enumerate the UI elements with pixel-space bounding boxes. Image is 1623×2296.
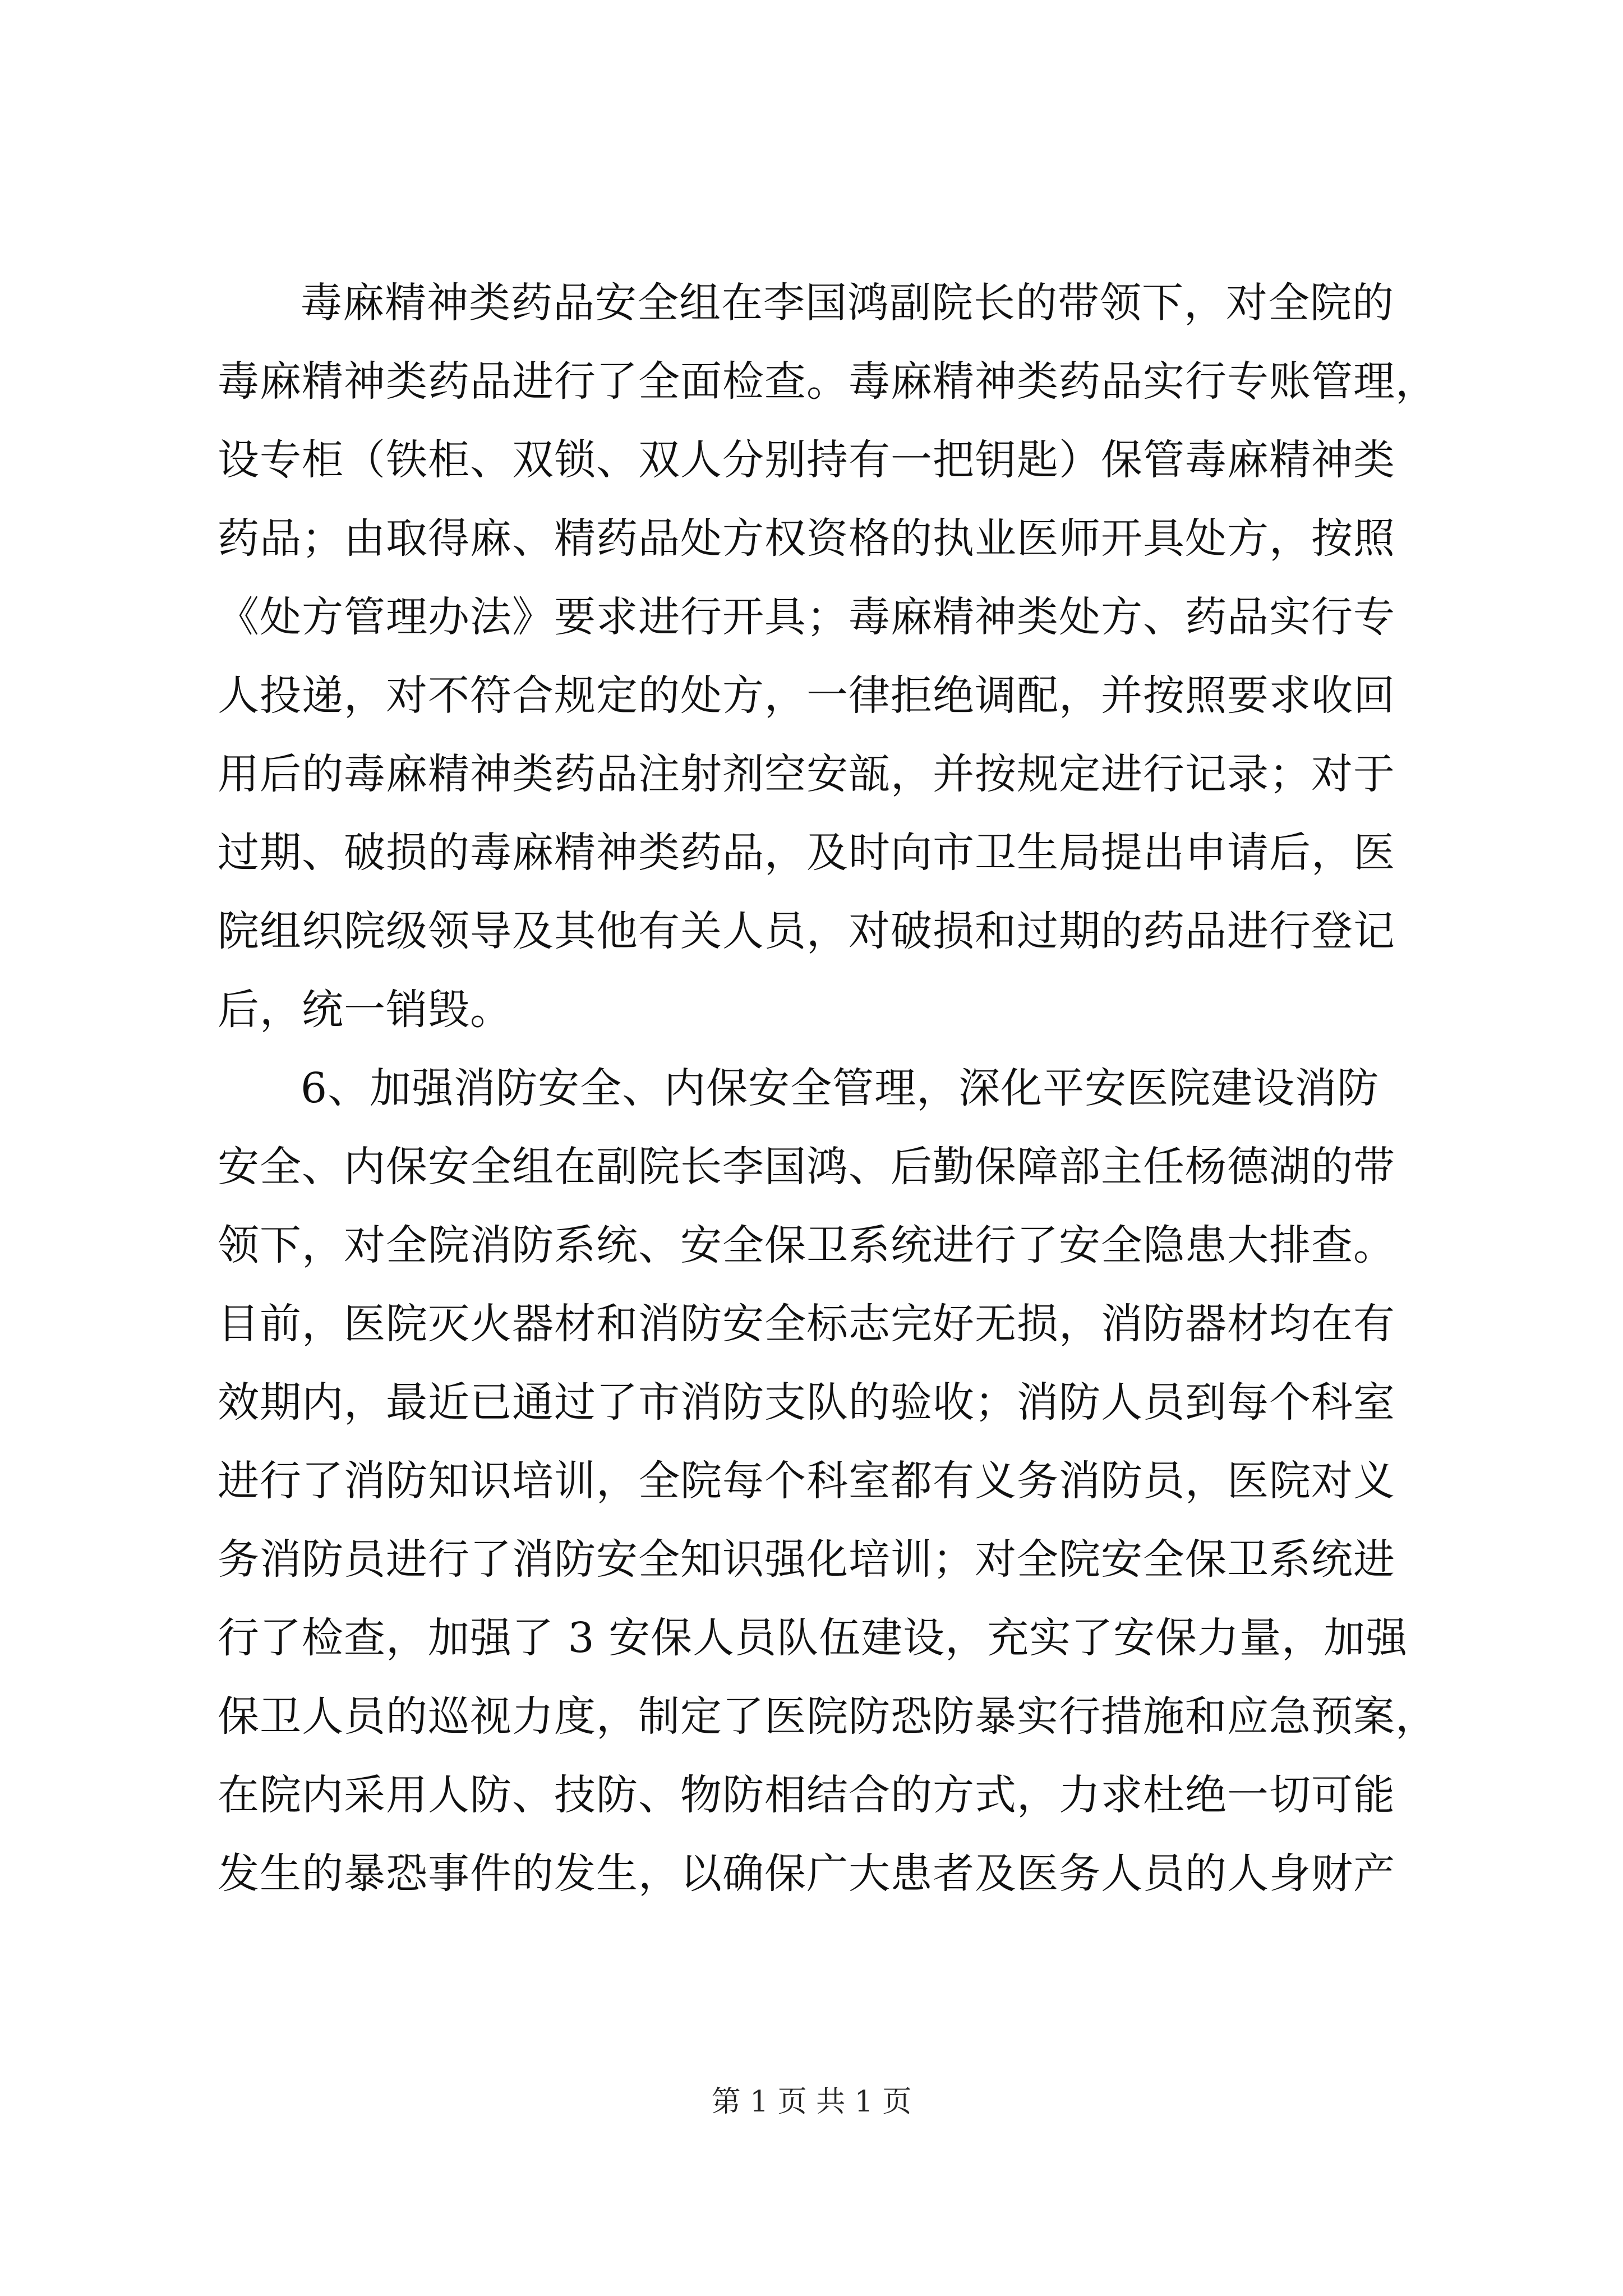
text-line: 毒麻精神类药品安全组在李国鸿副院长的带领下，对全院的 [301,279,1394,327]
document-body [218,264,1479,1913]
text-line: 进行了消防知识培训，全院每个科室都有义务消防员，医院对义 [218,1457,1395,1505]
text-line: 设专柜（铁柜、双锁、双人分别持有一把钥匙）保管毒麻精神类 [218,436,1395,484]
text-line: 在院内采用人防、技防、物防相结合的方式，力求杜绝一切可能 [218,1771,1395,1819]
text-line: 6、加强消防安全、内保安全管理，深化平安医院建设消防 [301,1064,1380,1112]
text-line: 安全、内保安全组在副院长李国鸿、后勤保障部主任杨德湖的带 [218,1143,1395,1191]
text-line: 用后的毒麻精神类药品注射剂空安瓿，并按规定进行记录；对于 [218,750,1395,798]
page-footer: 第 1 页 共 1 页 [711,2085,912,2119]
text-line: 行了检查，加强了 3 安保人员队伍建设，充实了安保力量，加强 [218,1614,1408,1662]
text-line: 务消防员进行了消防安全知识强化培训；对全院安全保卫系统进 [218,1535,1395,1584]
text-line: 毒麻精神类药品进行了全面检查。毒麻精神类药品实行专账管理， [218,357,1437,406]
text-line: 保卫人员的巡视力度，制定了医院防恐防暴实行措施和应急预案， [218,1692,1437,1741]
text-line: 药品；由取得麻、精药品处方权资格的执业医师开具处方，按照 [218,514,1395,563]
text-line: 人投递，对不符合规定的处方，一律拒绝调配，并按照要求收回 [218,671,1395,720]
text-line: 后，统一销毁。 [218,986,512,1034]
text-line: 效期内，最近已通过了市消防支队的验收；消防人员到每个科室 [218,1378,1395,1427]
text-line: 领下，对全院消防系统、安全保卫系统进行了安全隐患大排查。 [218,1221,1395,1269]
text-line: 院组织院级领导及其他有关人员，对破损和过期的药品进行登记 [218,907,1395,955]
text-line: 目前，医院灭火器材和消防安全标志完好无损，消防器材均在有 [218,1300,1395,1348]
text-line: 发生的暴恐事件的发生，以确保广大患者及医务人员的人身财产 [218,1849,1395,1898]
text-line: 《处方管理办法》要求进行开具；毒麻精神类处方、药品实行专 [218,593,1395,641]
text-line: 过期、破损的毒麻精神类药品，及时向市卫生局提出申请后，医 [218,829,1395,877]
